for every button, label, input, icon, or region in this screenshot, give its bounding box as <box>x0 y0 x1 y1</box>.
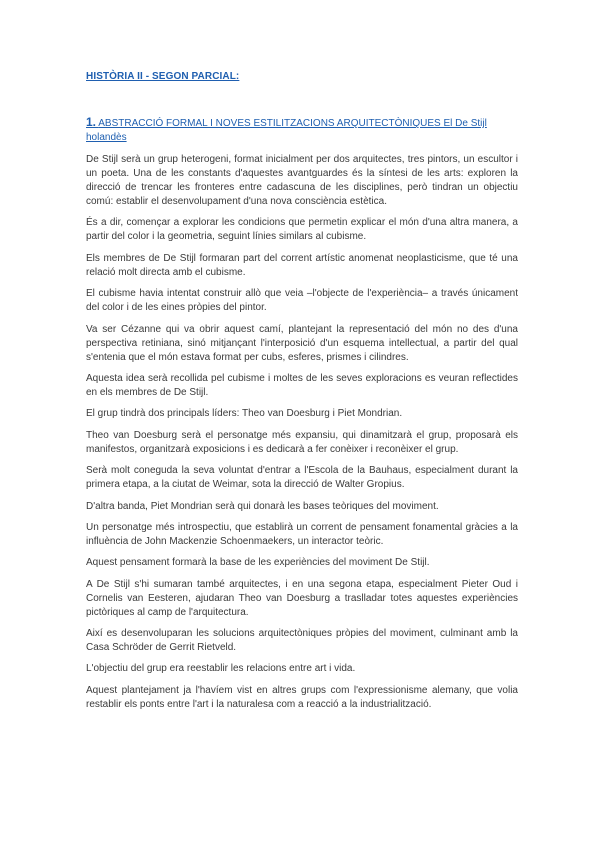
section-heading <box>86 115 518 145</box>
document-title: HISTÒRIA II - SEGON PARCIAL: <box>86 71 240 82</box>
paragraph: El cubisme havia intentat construir allò que veia –l'objecte de l'experiència– a través únicament del color i de les eines pròpies del pintor. <box>86 288 518 314</box>
paragraph: Així es desenvoluparan les solucions arquitectòniques pròpies del moviment, culminant amb la Casa Schröder de Gerrit Rietveld. <box>86 628 518 654</box>
body-text <box>86 153 518 719</box>
section-number: 1. <box>86 115 97 129</box>
paragraph: Aquest plantejament ja l'havíem vist en altres grups com l'expressionisme alemany, que volia restablir els ponts entre l'art i la naturalesa com a reacció a la industrialització. <box>86 684 518 710</box>
paragraph: Serà molt coneguda la seva voluntat d'entrar a l'Escola de la Bauhaus, especialment durant la primera etapa, a la ciutat de Weimar, sota la direcció de Walter Gropius. <box>86 465 518 491</box>
paragraph: Aquest pensament formarà la base de les experiències del moviment De Stijl. <box>86 557 430 569</box>
paragraph: Theo van Doesburg serà el personatge més expansiu, qui dinamitzarà el grup, proposarà els manifestos, organitzarà exposicions i es dedicarà a fer conèixer i reconèixer el grup. <box>86 429 518 455</box>
paragraph: Un personatge més introspectiu, que establirà un corrent de pensament fonamental gràcies a la influència de John Mackenzie Schoenmaekers, un interactor teòric. <box>86 521 518 547</box>
paragraph: És a dir, començar a explorar les condicions que permetin explicar el món d'una altra manera, a partir del color i la geometria, seguint línies similars al cubisme. <box>86 217 518 243</box>
section-heading-text: ABSTRACCIÓ FORMAL I NOVES ESTILITZACIONS ARQUITECTÒNIQUES El De Stijl holandès <box>86 118 487 143</box>
paragraph: A De Stijl s'hi sumaran també arquitectes, i en una segona etapa, especialment Pieter Oud i Cornelis van Eesteren, ajudaran Theo van Doesburg a traslladar totes aquestes experiències pictòriques al camp de l'arquitectura. <box>86 578 518 618</box>
paragraph: Els membres de De Stijl formaran part del corrent artístic anomenat neoplasticisme, que té una relació molt directa amb el cubisme. <box>86 252 518 278</box>
paragraph: D'altra banda, Piet Mondrian serà qui donarà les bases teòriques del moviment. <box>86 500 439 512</box>
paragraph: El grup tindrà dos principals líders: Theo van Doesburg i Piet Mondrian. <box>86 408 403 420</box>
paragraph: L'objectiu del grup era reestablir les relacions entre art i vida. <box>86 663 356 675</box>
paragraph: Va ser Cézanne qui va obrir aquest camí, plantejant la representació del món no des d'una perspectiva retiniana, sinó mitjançant l'interposició d'un esquema intellectual, a partir del qual s'entenia que el món estava format per cubs, esferes, prismes i cilindres. <box>86 323 518 363</box>
paragraph: De Stijl serà un grup heterogeni, format inicialment per dos arquitectes, tres pintors, un escultor i un poeta. Una de les constants d'aquestes avantguardes és la síntesi de les arts: exploren la direcció de trencar les fronteres entre cadascuna de les disciplines, però tindran un objectiu comú: establir el desenvolupament d'una nova consciència estètica. <box>86 154 518 207</box>
paragraph: Aquesta idea serà recollida pel cubisme i moltes de les seves exploracions es veuran reflectides en els membres de De Stijl. <box>86 372 518 398</box>
